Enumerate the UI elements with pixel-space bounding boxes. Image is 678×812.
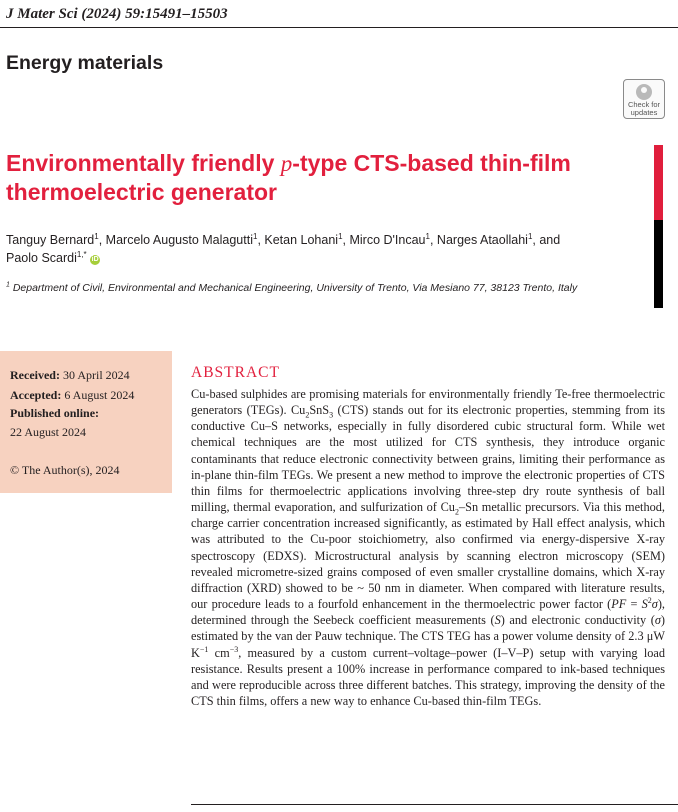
author-name[interactable]: Tanguy Bernard (6, 233, 95, 247)
affiliation: $^1$ Department of Civil, Environmental and Mechanical Engineering, University of Trento, Via Mesiano 77, 38123 Trento, Italy (6, 281, 578, 294)
abstract-heading: ABSTRACT (191, 364, 280, 381)
journal-citation: J Mater Sci (2024) 59:15491–15503 (6, 6, 228, 22)
published-date: 22 August 2024 (10, 425, 87, 439)
published-label: Published online: (10, 406, 100, 420)
author-list: Tanguy Bernard$^1$, Marcelo Augusto Malagutti$^1$, Ketan Lohani$^1$, Mirco D'Incau$^1$, Narges Ataollahi$^1$, and Paolo Scardi$^{1,*}$ iD (6, 231, 561, 265)
accepted-date: Accepted: 6 August 2024 (10, 388, 135, 402)
abstract-body: Cu-based sulphides are promising materials for environmentally friendly Te-free thermoelectric generators (TEGs). $Cu_2SnS_3$ (CTS) stands out for its electronic properties, stemming from its conductive Cu–S networks, especially in fully disordered cubic structural form. While wet chemical techniques are the most utilized for CTS synthesis, they introduce organic contaminants that reduce electronic connectivity between grains, limiting their performance as in-plane thin-film TEGs. We present a new method to improve the electronic properties of CTS thin films for thermoelectric applications involving three-step dry route synthesis of ball milling, thermal evaporation, and sulfurization of $Cu_2-Sn$ metallic precursors. Via this method, charge carrier concentration increased significantly, as estimated by Hall effect analysis, which was attributed to the Cu-poor stoichiometry, also confirmed via energy-dispersive X-ray spectroscopy (EDXS). Microstructural analysis by scanning electron microscopy (SEM) revealed micrometre-sized grains composed of even smaller crystalline domains, which X-ray diffraction (XRD) showed to be ~ 50 nm in diameter. When compared with literature results, our procedure leads to a fourfold enhancement in the thermoelectric power factor $(PF = S^2\sigma)$, determined through the Seebeck coefficient measurements (S) and electronic conductivity (σ) estimated by the van der Pauw technique. The CTS TEG has a power volume density of 2.3 μW $K^{-1}$ $cm^{-3}$, measured by a custom current–voltage–power (I–V–P) setup with varying load resistance. Results present a 100% increase in performance compared to ink-based techniques and were reproducible across three different batches. This strategy, improving the density of the CTS thin films, offers a new way to enhance Cu-based thin-film TEGs. (191, 387, 665, 708)
accent-bar-black (654, 220, 663, 308)
accent-bar-red (654, 145, 663, 220)
received-date: Received: 30 April 2024 (10, 368, 130, 382)
check-for-updates-button[interactable] (623, 79, 665, 119)
author-name[interactable]: Narges Ataollahi (436, 233, 528, 247)
author-name[interactable]: Ketan Lohani (264, 233, 339, 247)
copyright: © The Author(s), 2024 (10, 463, 120, 477)
author-name[interactable]: Mirco D'Incau (349, 233, 426, 247)
author-name[interactable]: Marcelo Augusto Malagutti (105, 233, 253, 247)
abstract-bottom-rule (191, 804, 678, 805)
section-heading: Energy materials (6, 52, 164, 74)
check-for-updates-label: Check for updates (627, 100, 661, 117)
article-title: Environmentally friendly p-type CTS-based thin-film thermoelectric generator (6, 150, 571, 205)
check-for-updates-icon (636, 84, 652, 100)
author-name[interactable]: Paolo Scardi (6, 251, 77, 265)
header-rule (0, 27, 678, 28)
orcid-icon[interactable]: iD (91, 256, 99, 263)
